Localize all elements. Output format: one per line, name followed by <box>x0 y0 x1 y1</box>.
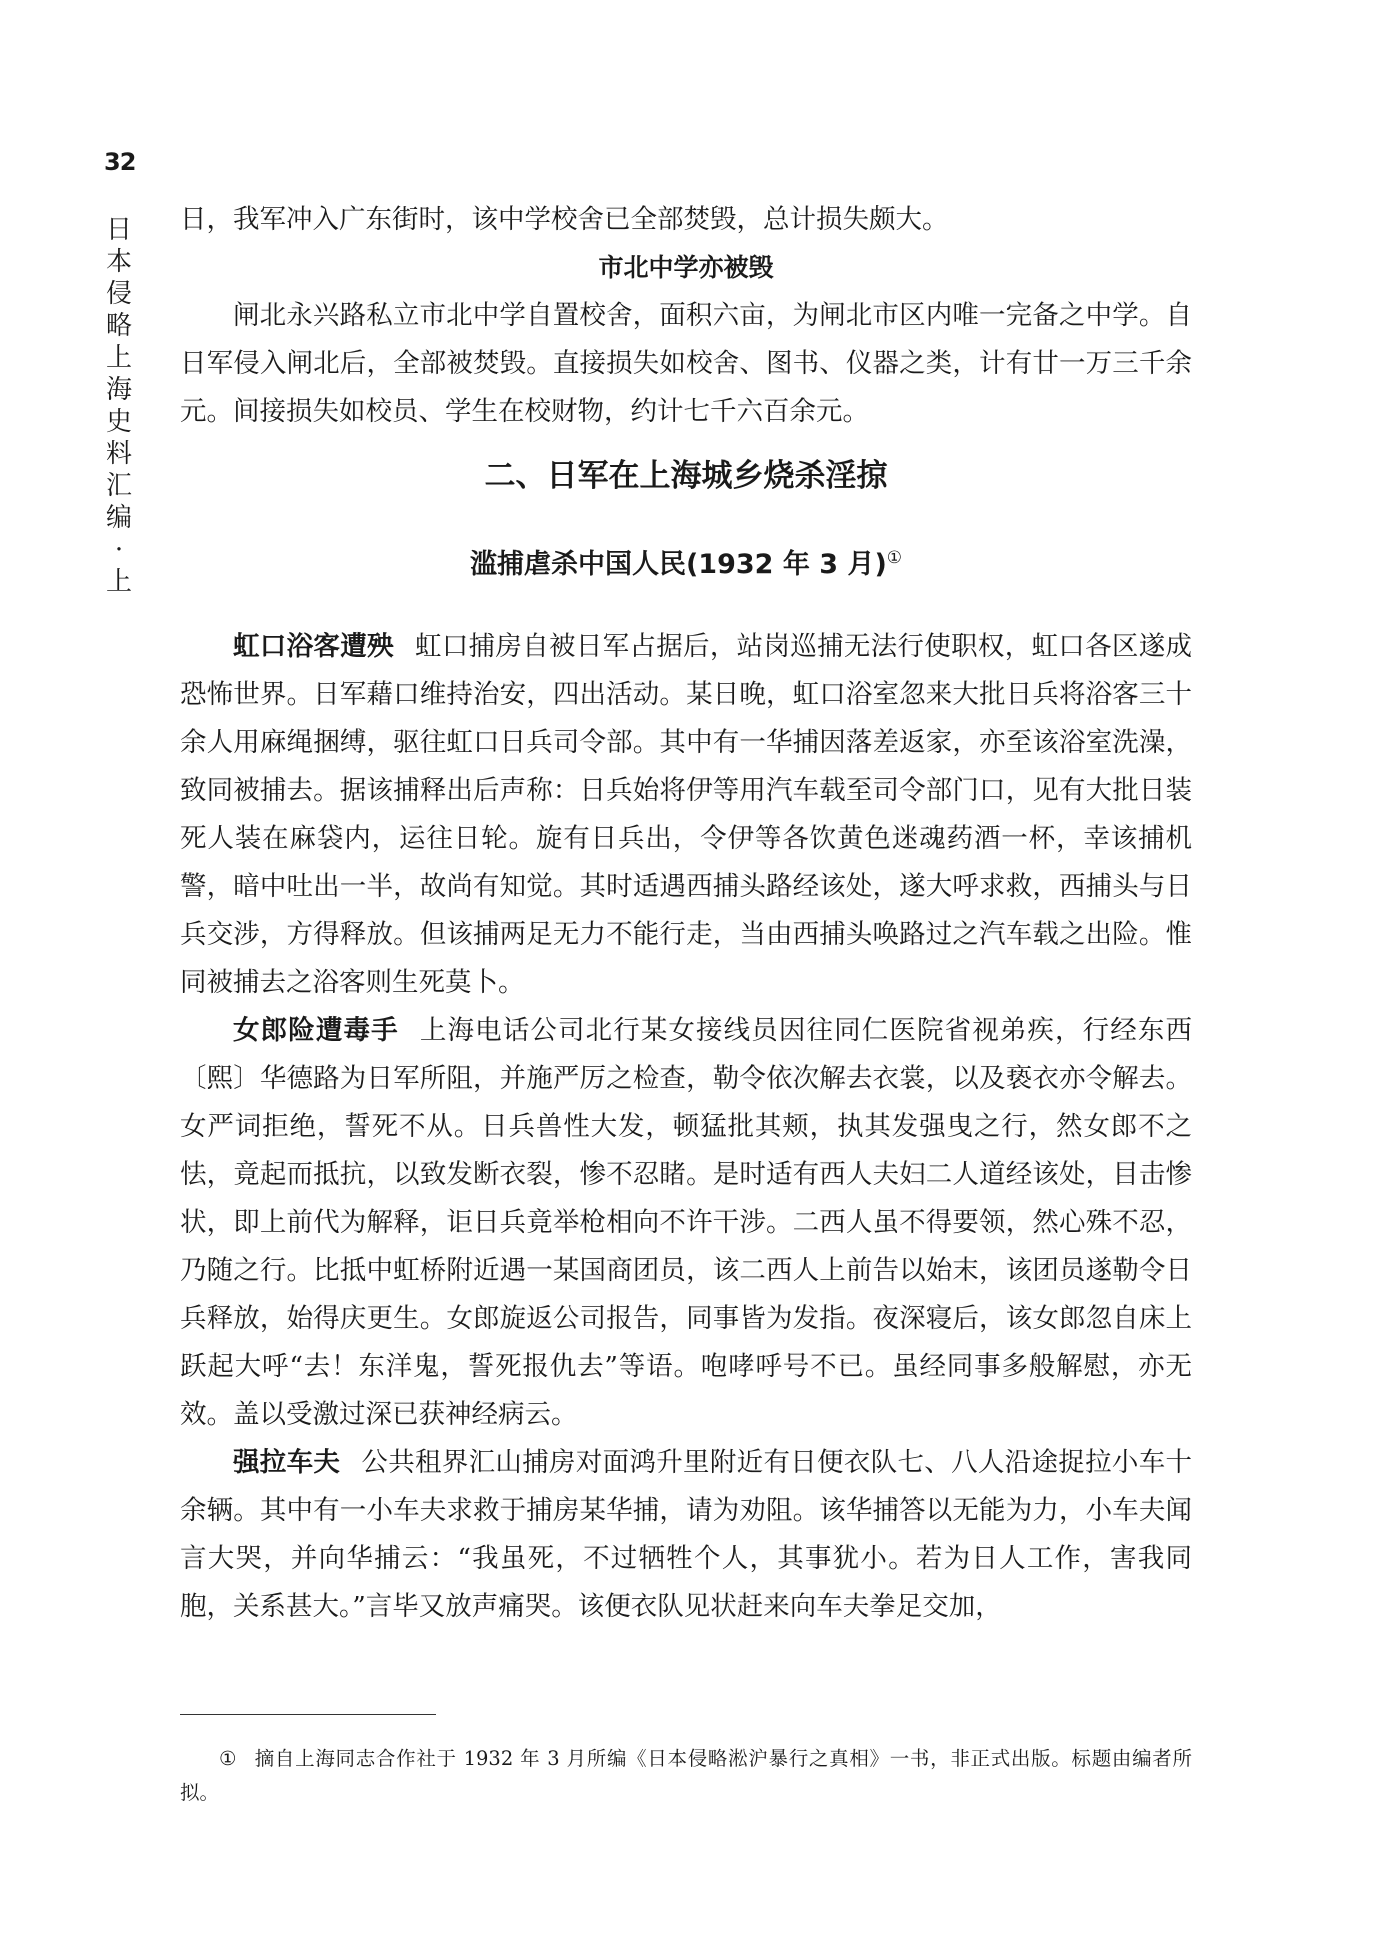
item-paragraph-rickshaw-pullers <box>180 1439 1192 1631</box>
article-heading <box>180 534 1192 589</box>
paragraph-continuation: 日，我军冲入广东街时，该中学校舍已全部焚毁，总计损失颇大。 <box>180 204 949 235</box>
footnote-divider <box>180 1714 436 1715</box>
item-paragraph-telephone-operator <box>180 1007 1192 1439</box>
footnote <box>180 1742 1192 1810</box>
item-title-telephone-operator: 女郎险遭毒手 <box>233 1015 399 1046</box>
item-paragraph-hongkou-bathers <box>180 623 1192 1007</box>
item-text-telephone-operator: 上海电话公司北行某女接线员因往同仁医院省视弟疾，行经东西〔熙〕华德路为日军所阻，并施严厉之检查，勒令依次解去衣裳，以及亵衣亦令解去。女严词拒绝，誓死不从。日兵兽性大发，顿猛批其颊，执其发强曳之行，然女郎不之怯，竟起而抵抗，以致发断衣裂，惨不忍睹。是时适有西人夫妇二人道经该处，目击惨状，即上前代为解释，讵日兵竟举枪相向不许干涉。二西人虽不得要领，然心殊不忍，乃随之行。比抵中虹桥附近遇一某国商团员，该二西人上前告以始末，该团员遂勒令日兵释放，始得庆更生。女郎旋返公司报告，同事皆为发指。夜深寝后，该女郎忽自床上跃起大呼“去！东洋鬼，誓死报仇去”等语。咆哮呼号不已。虽经同事多般解慰，亦无效。盖以受激过深已获神经病云。 <box>180 1015 1193 1430</box>
body-text <box>180 196 1192 1631</box>
footnote-number: ① <box>219 1747 238 1770</box>
item-title-hongkou-bathers: 虹口浴客遭殃 <box>233 631 394 662</box>
paragraph-shibei-school: 闸北永兴路私立市北中学自置校舍，面积六亩，为闸北市区内唯一完备之中学。自日军侵入闸北后，全部被焚毁。直接损失如校舍、图书、仪器之类，计有廿一万三千余元。间接损失如校员、学生在校财物，约计七千六百余元。 <box>180 300 1192 427</box>
section-heading: 二、日军在上海城乡烧杀淫掠 <box>484 458 888 494</box>
item-title-rickshaw-pullers: 强拉车夫 <box>233 1447 341 1478</box>
item-text-hongkou-bathers: 虹口捕房自被日军占据后，站岗巡捕无法行使职权，虹口各区遂成恐怖世界。日军藉口维持治安，四出活动。某日晚，虹口浴室忽来大批日兵将浴客三十余人用麻绳捆缚，驱往虹口日兵司令部。其中有一华捕因落差返家，亦至该浴室洗澡，致同被捕去。据该捕释出后声称：日兵始将伊等用汽车载至司令部门口，见有大批日装死人装在麻袋内，运往日轮。旋有日兵出，令伊等各饮黄色迷魂药酒一杯，幸该捕机警，暗中吐出一半，故尚有知觉。其时适遇西捕头路经该处，遂大呼求救，西捕头与日兵交涉，方得释放。但该捕两足无力不能行走，当由西捕头唤路过之汽车载之出险。惟同被捕去之浴客则生死莫卜。 <box>180 631 1193 998</box>
page-number: 32 <box>104 148 136 176</box>
item-text-rickshaw-pullers: 公共租界汇山捕房对面鸿升里附近有日便衣队七、八人沿途捉拉小车十余辆。其中有一小车夫求救于捕房某华捕，请为劝阻。该华捕答以无能为力，小车夫闻言大哭，并向华捕云：“我虽死，不过牺牲个人，其事犹小。若为日人工作，害我同胞，关系甚大。”言毕又放声痛哭。该便衣队见状赶来向车夫拳足交加， <box>180 1447 1193 1622</box>
footnote-reference-mark: ① <box>886 548 903 568</box>
subheading: 市北中学亦被毁 <box>598 253 774 282</box>
footnote-text: 摘自上海同志合作社于 1932 年 3 月所编《日本侵略淞沪暴行之真相》一书，非正式出版。标题由编者所拟。 <box>180 1747 1193 1804</box>
article-heading-text: 滥捕虐杀中国人民(1932 年 3 月) <box>469 549 887 580</box>
running-head: 日本侵略上海史料汇编·上 <box>105 215 132 597</box>
